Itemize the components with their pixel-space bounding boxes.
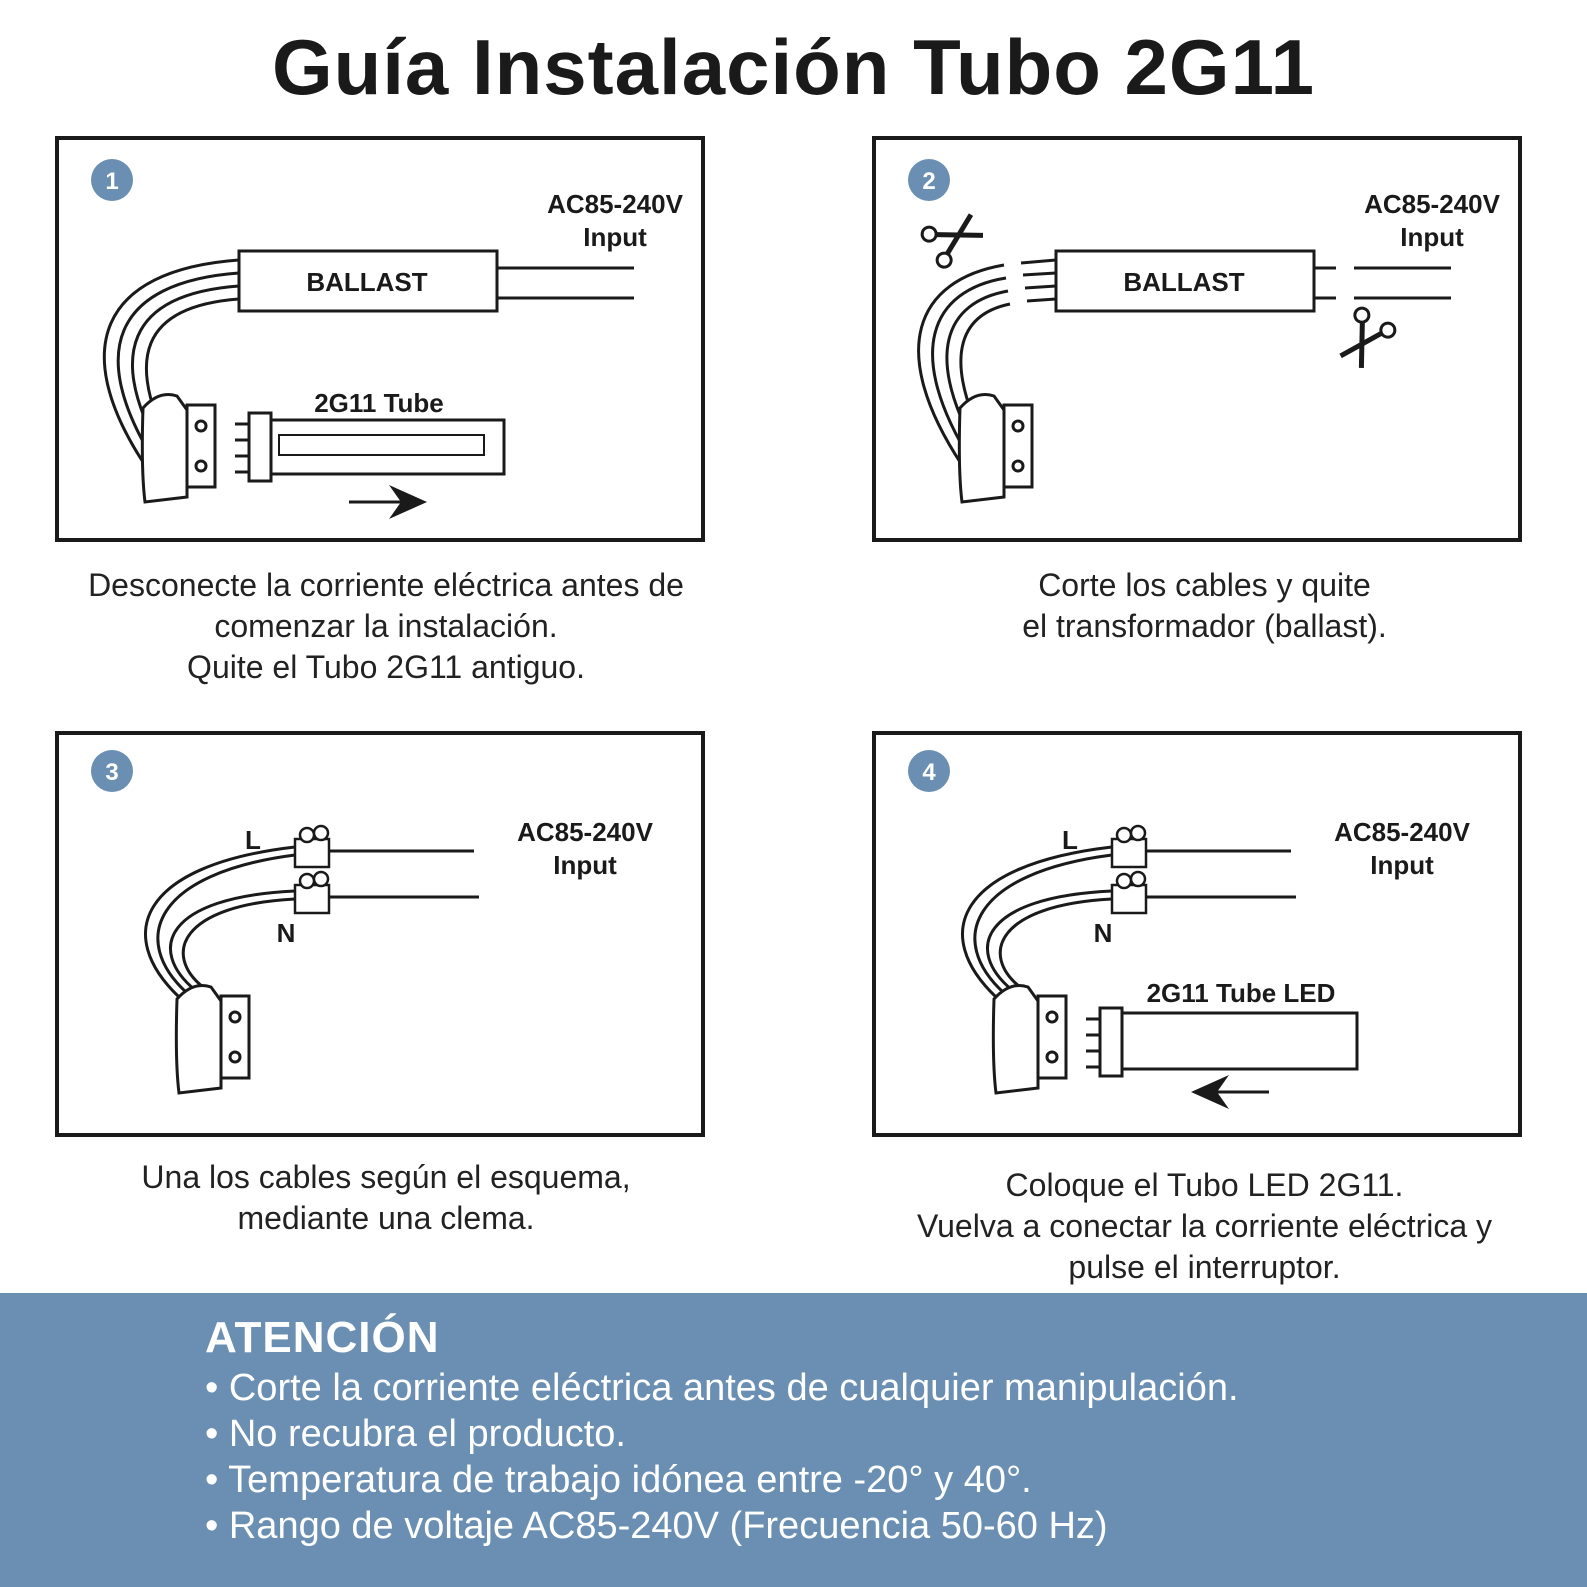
input-label: Input (553, 850, 617, 880)
wires (963, 847, 1296, 997)
step-number-badge (91, 750, 133, 792)
warning-title: ATENCIÓN (205, 1313, 440, 1362)
svg-text:2: 2 (922, 168, 936, 195)
step-1-caption: Desconecte la corriente eléctrica antes de comenzar la instalación. Quite el Tubo 2G11 antiguo. (88, 567, 684, 685)
lamp-socket (176, 986, 249, 1094)
warning-item: • Rango de voltaje AC85-240V (Frecuencia 50-60 Hz) (205, 1505, 1108, 1547)
neutral-label: N (276, 918, 296, 948)
neutral-label: N (1093, 918, 1113, 948)
step-4-diagram (876, 735, 1526, 1141)
step-3-diagram (59, 735, 709, 1141)
wires (146, 847, 479, 997)
voltage-label: AC85-240V (1364, 189, 1500, 219)
svg-text:4: 4 (922, 759, 936, 786)
led-tube (1086, 1008, 1357, 1076)
warning-item: • No recubra el producto. (205, 1413, 626, 1455)
step-2-panel (872, 136, 1522, 542)
terminal-block (295, 826, 329, 913)
live-label: L (1062, 825, 1078, 855)
scissors-icon (920, 205, 988, 270)
arrow-right-icon (349, 485, 427, 519)
live-label: L (245, 825, 261, 855)
tube (235, 413, 504, 481)
step-number-badge (908, 159, 950, 201)
step-3-panel (55, 731, 705, 1137)
svg-text:1: 1 (105, 168, 119, 195)
arrow-left-icon (1191, 1075, 1269, 1109)
tube-label: 2G11 Tube LED (1146, 978, 1336, 1008)
page-title: Guía Instalación Tubo 2G11 (271, 23, 1316, 111)
input-label: Input (583, 222, 647, 252)
warning-panel (0, 1293, 1587, 1587)
step-2-diagram (876, 140, 1526, 546)
lamp-socket (142, 395, 215, 503)
voltage-label: AC85-240V (547, 189, 683, 219)
step-2-caption: Corte los cables y quite el transformador (ballast). (1022, 567, 1387, 644)
step-number-badge (91, 159, 133, 201)
input-label: Input (1400, 222, 1464, 252)
scissors-icon (1333, 306, 1398, 374)
step-3-caption: Una los cables según el esquema, mediante una clema. (141, 1159, 631, 1236)
step-4-panel (872, 731, 1522, 1137)
ballast-label: BALLAST (1123, 267, 1245, 297)
ballast-label: BALLAST (306, 267, 428, 297)
step-number-badge (908, 750, 950, 792)
warning-item: • Temperatura de trabajo idónea entre -20° y 40°. (205, 1459, 1032, 1501)
tube-label: 2G11 Tube (314, 388, 444, 418)
step-4-caption: Coloque el Tubo LED 2G11. Vuelva a conectar la corriente eléctrica y pulse el interruptor. (916, 1167, 1493, 1285)
svg-text:3: 3 (105, 759, 119, 786)
warning-item: • Corte la corriente eléctrica antes de cualquier manipulación. (205, 1367, 1239, 1409)
lamp-socket (959, 395, 1032, 503)
voltage-label: AC85-240V (1334, 817, 1470, 847)
step-1-panel (55, 136, 705, 542)
input-label: Input (1370, 850, 1434, 880)
step-1-diagram (59, 140, 709, 546)
lamp-socket (993, 986, 1066, 1094)
terminal-block (1112, 826, 1146, 913)
warning-list (205, 1365, 1239, 1549)
voltage-label: AC85-240V (517, 817, 653, 847)
